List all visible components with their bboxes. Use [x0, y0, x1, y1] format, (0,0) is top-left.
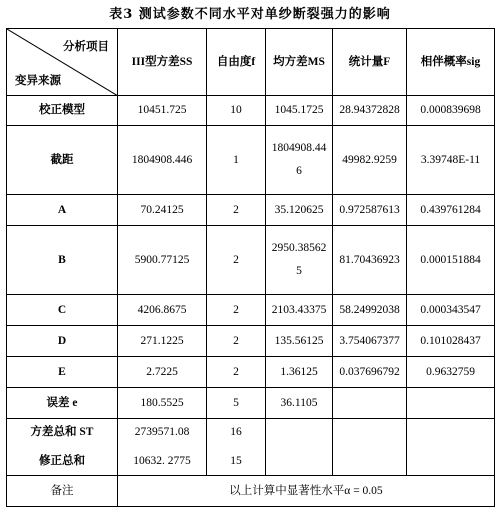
cell-ss: 4206.8675 [118, 295, 207, 326]
table-header-row [7, 29, 495, 96]
table-row [7, 388, 495, 419]
cell-ss: 10451.725 [118, 96, 207, 126]
cell-df: 5 [207, 388, 266, 419]
totals-ss-cell [118, 419, 207, 476]
cell-f: 0.972587613 [333, 195, 407, 226]
row-label: 校正模型 [7, 96, 118, 126]
col-header-ss: III型方差SS [118, 29, 207, 96]
total-ss: 2739571.08 [134, 426, 190, 438]
cell-f: 58.24992038 [333, 295, 407, 326]
cell-ms: 35.120625 [266, 195, 333, 226]
cell-sig: 0.000151884 [407, 226, 495, 295]
cell-ss: 70.24125 [118, 195, 207, 226]
note-text: 以上计算中显著性水平α = 0.05 [118, 476, 495, 507]
table-row [7, 326, 495, 357]
cell-df: 2 [207, 357, 266, 388]
row-label: B [7, 226, 118, 295]
cell-f: 28.94372828 [333, 96, 407, 126]
cell-df: 2 [207, 326, 266, 357]
cell-ms-line2: 5 [296, 265, 302, 277]
table-row [7, 226, 495, 295]
totals-sig-cell [407, 419, 495, 476]
corrected-df: 15 [230, 455, 242, 467]
cell-ms [266, 126, 333, 195]
cell-ms-line2: 6 [296, 165, 302, 177]
cell-df: 2 [207, 195, 266, 226]
row-label: 截距 [7, 126, 118, 195]
totals-df-cell [207, 419, 266, 476]
table-row [7, 295, 495, 326]
cell-df: 2 [207, 295, 266, 326]
cell-ms: 1.36125 [266, 357, 333, 388]
col-header-f: 统计量F [333, 29, 407, 96]
table-row [7, 357, 495, 388]
cell-sig: 0.439761284 [407, 195, 495, 226]
cell-df: 1 [207, 126, 266, 195]
table-row-totals [7, 419, 495, 476]
cell-ms: 2103.43375 [266, 295, 333, 326]
cell-sig: 0.9632759 [407, 357, 495, 388]
cell-sig [407, 388, 495, 419]
note-row [7, 476, 495, 507]
col-header-df: 自由度f [207, 29, 266, 96]
anova-table [6, 28, 495, 507]
table-row [7, 126, 495, 195]
cell-f: 3.754067377 [333, 326, 407, 357]
diagonal-header-cell [7, 29, 118, 96]
cell-ss: 180.5525 [118, 388, 207, 419]
cell-f: 49982.9259 [333, 126, 407, 195]
table-row [7, 195, 495, 226]
row-label: E [7, 357, 118, 388]
col-header-sig: 相伴概率sig [407, 29, 495, 96]
analysis-item-label: 分析项目 [63, 41, 109, 53]
cell-ms [266, 226, 333, 295]
totals-ms-cell [266, 419, 333, 476]
col-header-ms: 均方差MS [266, 29, 333, 96]
cell-ss: 2.7225 [118, 357, 207, 388]
cell-ms: 1045.1725 [266, 96, 333, 126]
row-label: 误差 e [7, 388, 118, 419]
cell-f: 0.037696792 [333, 357, 407, 388]
cell-ms-line1: 2950.38562 [271, 242, 327, 254]
cell-sig: 0.000343547 [407, 295, 495, 326]
total-df: 16 [230, 426, 242, 438]
cell-ss: 271.1225 [118, 326, 207, 357]
cell-ms: 135.56125 [266, 326, 333, 357]
row-label: D [7, 326, 118, 357]
cell-sig: 0.000839698 [407, 96, 495, 126]
cell-ss: 5900.77125 [118, 226, 207, 295]
note-label: 备注 [7, 476, 118, 507]
cell-ss: 1804908.446 [118, 126, 207, 195]
corrected-label: 修正总和 [39, 455, 85, 467]
cell-f: 81.70436923 [333, 226, 407, 295]
cell-df: 2 [207, 226, 266, 295]
total-label: 方差总和 ST [30, 426, 94, 438]
cell-df: 10 [207, 96, 266, 126]
cell-ms-line1: 1804908.44 [271, 142, 327, 154]
table-row [7, 96, 495, 126]
cell-sig: 3.39748E-11 [407, 126, 495, 195]
cell-sig: 0.101028437 [407, 326, 495, 357]
corrected-ss: 10632. 2775 [133, 455, 191, 467]
cell-f [333, 388, 407, 419]
totals-f-cell [333, 419, 407, 476]
cell-ms: 36.1105 [266, 388, 333, 419]
variation-source-label: 变异来源 [15, 75, 61, 87]
table-title: 表3 测试参数不同水平对单纱断裂强力的影响 [109, 7, 391, 22]
row-label: A [7, 195, 118, 226]
totals-label-cell [7, 419, 118, 476]
row-label: C [7, 295, 118, 326]
